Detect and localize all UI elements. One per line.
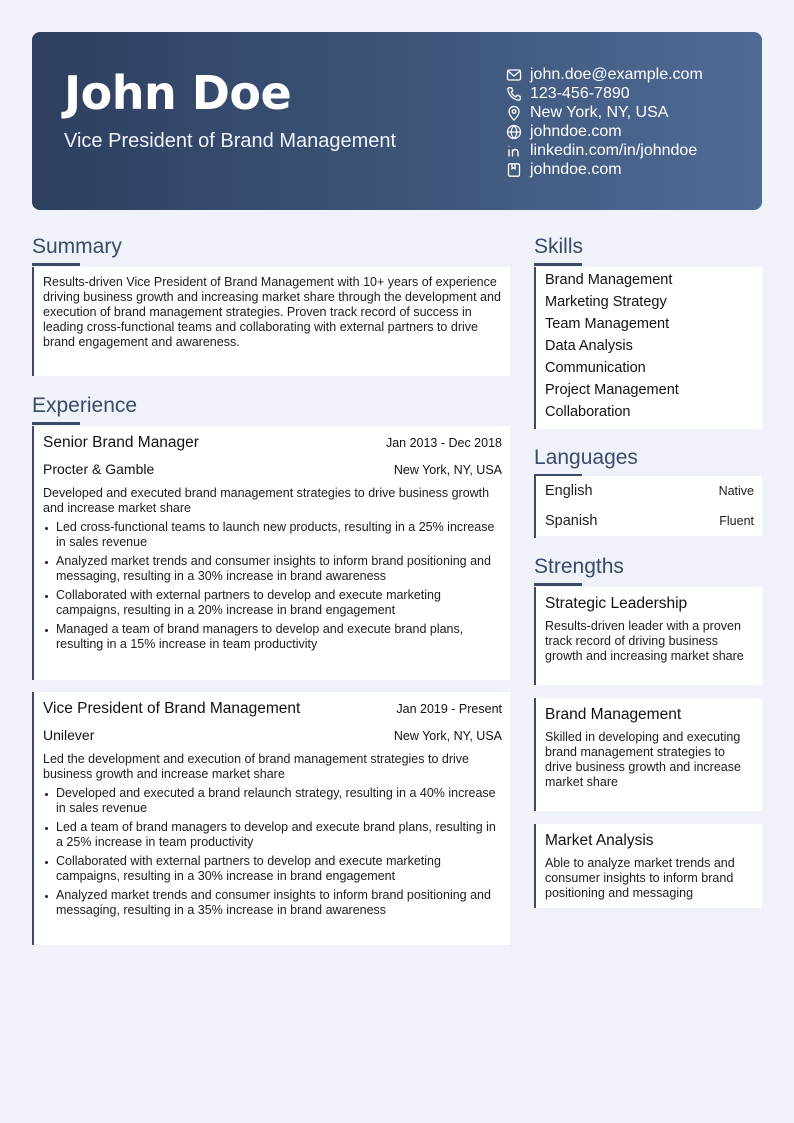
experience-dates: Jan 2019 - Present bbox=[396, 702, 502, 716]
experience-bullet: Led a team of brand managers to develop and execute brand plans, resulting in a 25% increase in team productivity bbox=[43, 820, 502, 850]
language-row bbox=[536, 506, 762, 536]
strength-title: Brand Management bbox=[545, 706, 682, 723]
bookmark-icon bbox=[506, 162, 522, 178]
experience-item bbox=[32, 426, 510, 680]
experience-bullets bbox=[43, 520, 502, 652]
contact-email-text: john.doe@example.com bbox=[530, 65, 703, 83]
contact-linkedin-text: linkedin.com/in/johndoe bbox=[530, 141, 698, 159]
experience-bullet: Collaborated with external partners to develop and execute marketing campaigns, resulting in a 20% increase in brand engagement bbox=[43, 588, 502, 618]
experience-description: Led the development and execution of brand management strategies to drive business growth and increase market share bbox=[43, 752, 469, 781]
job-title: Vice President of Brand Management bbox=[64, 130, 397, 152]
linkedin-icon bbox=[506, 143, 522, 159]
experience-description: Developed and executed brand management strategies to drive business growth and increase market share bbox=[43, 486, 490, 515]
skill-item: Brand Management bbox=[545, 272, 673, 288]
strength-description: Able to analyze market trends and consumer insights to inform brand positioning and messaging bbox=[545, 856, 735, 900]
strength-description: Results-driven leader with a proven track record of driving business growth and increasing market share bbox=[545, 619, 744, 663]
strength-description: Skilled in developing and executing brand management strategies to drive business growth and increase market share bbox=[545, 730, 741, 789]
summary-card bbox=[32, 267, 510, 376]
language-level: Native bbox=[718, 484, 754, 498]
skill-item: Project Management bbox=[545, 382, 679, 398]
contact-portfolio[interactable] bbox=[506, 160, 703, 179]
experience-location: New York, NY, USA bbox=[393, 463, 502, 477]
summary-heading: Summary bbox=[32, 235, 122, 258]
skill-item: Team Management bbox=[545, 316, 670, 332]
experience-bullet: Analyzed market trends and consumer insights to inform brand positioning and messaging, resulting in a 35% increase in brand awareness bbox=[43, 888, 502, 918]
experience-location: New York, NY, USA bbox=[393, 729, 502, 743]
strength-card bbox=[534, 698, 762, 811]
resume-header bbox=[32, 32, 762, 210]
strength-title: Strategic Leadership bbox=[545, 595, 688, 612]
strength-card bbox=[534, 824, 762, 908]
contact-portfolio-text: johndoe.com bbox=[530, 160, 622, 178]
contact-linkedin[interactable] bbox=[506, 141, 703, 160]
experience-company: Unilever bbox=[43, 727, 95, 743]
experience-bullet: Collaborated with external partners to develop and execute marketing campaigns, resulting in a 30% increase in brand engagement bbox=[43, 854, 502, 884]
language-level: Fluent bbox=[719, 514, 754, 528]
location-pin-icon bbox=[506, 105, 522, 121]
experience-role: Vice President of Brand Management bbox=[43, 700, 301, 717]
experience-item bbox=[32, 692, 510, 945]
skill-item: Communication bbox=[545, 360, 646, 376]
experience-dates: Jan 2013 - Dec 2018 bbox=[385, 436, 502, 450]
skills-heading: Skills bbox=[534, 235, 584, 258]
experience-company: Procter & Gamble bbox=[43, 461, 155, 477]
contact-phone[interactable] bbox=[506, 84, 703, 103]
language-name: English bbox=[545, 483, 593, 499]
phone-icon bbox=[506, 86, 522, 102]
experience-bullet: Developed and executed a brand relaunch strategy, resulting in a 40% increase in sales revenue bbox=[43, 786, 502, 816]
contact-location-text: New York, NY, USA bbox=[530, 103, 669, 121]
experience-bullet: Managed a team of brand managers to develop and execute brand plans, resulting in a 15% increase in team productivity bbox=[43, 622, 502, 652]
experience-heading: Experience bbox=[32, 394, 138, 417]
languages-card bbox=[534, 476, 762, 538]
contact-list bbox=[506, 65, 703, 179]
skill-item: Data Analysis bbox=[545, 338, 633, 354]
experience-bullet: Analyzed market trends and consumer insights to inform brand positioning and messaging, resulting in a 30% increase in brand awareness bbox=[43, 554, 502, 584]
experience-bullet: Led cross-functional teams to launch new products, resulting in a 25% increase in sales revenue bbox=[43, 520, 502, 550]
strengths-heading: Strengths bbox=[534, 555, 624, 578]
summary-text: Results-driven Vice President of Brand Management with 10+ years of experience driving business growth and increasing market share through the development and execution of brand management strategies. Proven track record of success in leading cross-functional teams and collaborating with external partners to drive brand engagement and awareness. bbox=[43, 275, 501, 349]
language-row bbox=[536, 476, 762, 506]
contact-phone-text: 123-456-7890 bbox=[530, 84, 630, 102]
contact-website[interactable] bbox=[506, 122, 703, 141]
strength-card bbox=[534, 587, 762, 685]
skills-card bbox=[534, 267, 762, 429]
experience-role: Senior Brand Manager bbox=[43, 434, 199, 451]
contact-website-text: johndoe.com bbox=[530, 122, 622, 140]
language-name: Spanish bbox=[545, 513, 598, 529]
contact-email[interactable] bbox=[506, 65, 703, 84]
experience-bullets bbox=[43, 786, 502, 918]
strength-title: Market Analysis bbox=[545, 832, 654, 849]
contact-location bbox=[506, 103, 703, 122]
languages-heading: Languages bbox=[534, 446, 638, 469]
envelope-icon bbox=[506, 67, 522, 83]
globe-icon bbox=[506, 124, 522, 140]
person-name: John Doe bbox=[64, 66, 292, 120]
skill-item: Collaboration bbox=[545, 404, 631, 420]
skill-item: Marketing Strategy bbox=[545, 294, 667, 310]
